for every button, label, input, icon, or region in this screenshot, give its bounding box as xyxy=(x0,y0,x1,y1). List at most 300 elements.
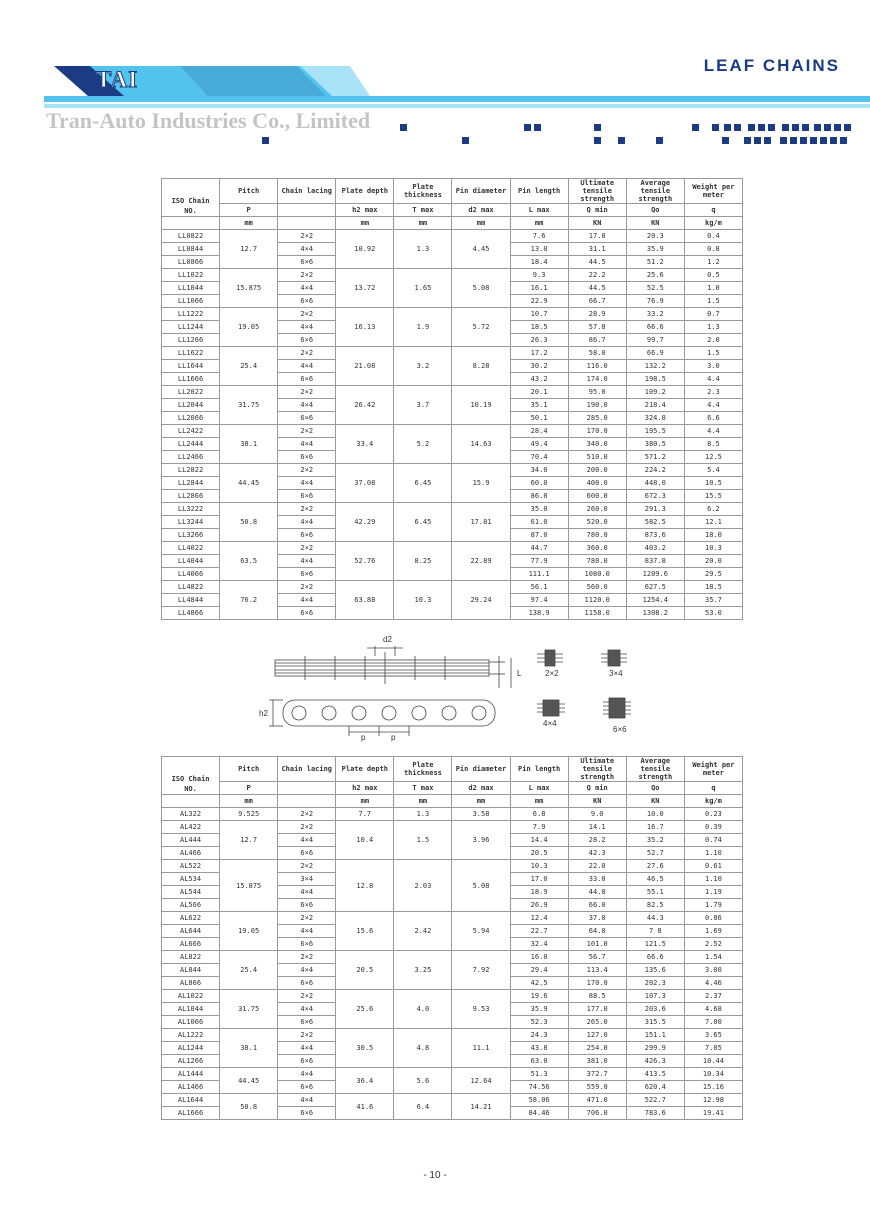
weight-value: 4.4 xyxy=(684,425,742,438)
lacing-value: 4×4 xyxy=(278,360,336,373)
table-row xyxy=(162,386,743,399)
lacing-value: 6×6 xyxy=(278,490,336,503)
weight-value: 2.52 xyxy=(684,938,742,951)
unit-cell xyxy=(278,795,336,808)
symbol-cell: Q min xyxy=(568,204,626,217)
company-name: Tran-Auto Industries Co., Limited xyxy=(46,108,371,133)
pitch-value: 50.8 xyxy=(220,503,278,542)
weight-value: 1.5 xyxy=(684,295,742,308)
ultimate-strength-value: 265.0 xyxy=(568,1016,626,1029)
lacing-value: 6×6 xyxy=(278,1016,336,1029)
header-pin: Pin diameter xyxy=(452,757,510,782)
weight-value: 10.3 xyxy=(684,542,742,555)
chain-number: LL2066 xyxy=(162,412,220,425)
average-strength-value: 291.3 xyxy=(626,503,684,516)
weight-value: 12.98 xyxy=(684,1094,742,1107)
weight-value: 1.79 xyxy=(684,899,742,912)
pin-value: 5.08 xyxy=(452,269,510,308)
ultimate-strength-value: 64.0 xyxy=(568,925,626,938)
table-row xyxy=(162,912,743,925)
pin-length-value: 35.0 xyxy=(510,503,568,516)
thick-value: 3.7 xyxy=(394,386,452,425)
label-p-1: p xyxy=(361,733,366,742)
chain-number: LL2466 xyxy=(162,451,220,464)
pin-length-value: 26.9 xyxy=(510,899,568,912)
chain-number: LL2844 xyxy=(162,477,220,490)
label-2x2: 2×2 xyxy=(545,669,559,678)
pin-length-value: 17.0 xyxy=(510,873,568,886)
pin-length-value: 32.4 xyxy=(510,938,568,951)
chain-number: AL1044 xyxy=(162,1003,220,1016)
symbol-cell: q xyxy=(684,782,742,795)
pin-length-value: 42.5 xyxy=(510,977,568,990)
pin-length-value: 7.9 xyxy=(510,821,568,834)
al-leaf-chain-table xyxy=(161,756,743,1120)
lacing-value: 4×4 xyxy=(278,964,336,977)
pin-length-value: 17.2 xyxy=(510,347,568,360)
unit-cell: mm xyxy=(510,795,568,808)
average-strength-value: 783.6 xyxy=(626,1107,684,1120)
ultimate-strength-value: 17.8 xyxy=(568,230,626,243)
thick-value: 6.45 xyxy=(394,464,452,503)
unit-cell: KN xyxy=(626,217,684,230)
lacing-value: 2×2 xyxy=(278,860,336,873)
chain-number: AL1244 xyxy=(162,1042,220,1055)
unit-cell xyxy=(162,217,220,230)
ultimate-strength-value: 1158.0 xyxy=(568,607,626,620)
header-avg: Average tensile strength xyxy=(626,179,684,204)
lacing-value: 2×2 xyxy=(278,581,336,594)
header-depth: Plate depth xyxy=(336,757,394,782)
pin-length-value: 61.0 xyxy=(510,516,568,529)
chain-number: LL1022 xyxy=(162,269,220,282)
symbol-cell: h2 max xyxy=(336,204,394,217)
pitch-value: 76.2 xyxy=(220,581,278,620)
average-strength-value: 7 8 xyxy=(626,925,684,938)
weight-value: 1.19 xyxy=(684,886,742,899)
ultimate-strength-value: 28.9 xyxy=(568,308,626,321)
symbol-cell: Q min xyxy=(568,782,626,795)
chain-number: LL1622 xyxy=(162,347,220,360)
pin-value: 14.21 xyxy=(452,1094,510,1120)
chain-number: AL444 xyxy=(162,834,220,847)
lacing-value: 4×4 xyxy=(278,594,336,607)
unit-cell: mm xyxy=(220,217,278,230)
lacing-value: 2×2 xyxy=(278,347,336,360)
weight-value: 4.46 xyxy=(684,977,742,990)
header-weight: Weight per meter xyxy=(684,757,742,782)
unit-cell: mm xyxy=(336,795,394,808)
ultimate-strength-value: 400.0 xyxy=(568,477,626,490)
depth-value: 10.4 xyxy=(336,821,394,860)
pitch-value: 44.45 xyxy=(220,464,278,503)
pin-value: 14.63 xyxy=(452,425,510,464)
lacing-value: 4×4 xyxy=(278,1042,336,1055)
weight-value: 2.3 xyxy=(684,386,742,399)
lacing-value: 6×6 xyxy=(278,607,336,620)
weight-value: 18.5 xyxy=(684,581,742,594)
average-strength-value: 35.9 xyxy=(626,243,684,256)
lacing-value: 4×4 xyxy=(278,834,336,847)
pitch-value: 31.75 xyxy=(220,386,278,425)
pin-length-value: 56.1 xyxy=(510,581,568,594)
weight-value: 4.4 xyxy=(684,373,742,386)
lacing-value: 2×2 xyxy=(278,951,336,964)
table-row xyxy=(162,347,743,360)
symbol-cell: P xyxy=(220,204,278,217)
lacing-value: 2×2 xyxy=(278,464,336,477)
pin-value: 3.58 xyxy=(452,808,510,821)
ultimate-strength-value: 101.0 xyxy=(568,938,626,951)
pitch-value: 31.75 xyxy=(220,990,278,1029)
lacing-value: 6×6 xyxy=(278,1055,336,1068)
ultimate-strength-value: 372.7 xyxy=(568,1068,626,1081)
thick-value: 4.8 xyxy=(394,1029,452,1068)
ultimate-strength-value: 559.0 xyxy=(568,1081,626,1094)
weight-value: 0.61 xyxy=(684,860,742,873)
ultimate-strength-value: 285.0 xyxy=(568,412,626,425)
weight-value: 7.00 xyxy=(684,1016,742,1029)
symbol-cell: h2 max xyxy=(336,782,394,795)
pin-value: 3.96 xyxy=(452,821,510,860)
average-strength-value: 195.5 xyxy=(626,425,684,438)
pin-length-value: 43.8 xyxy=(510,1042,568,1055)
lacing-value: 6×6 xyxy=(278,938,336,951)
pin-value: 8.28 xyxy=(452,347,510,386)
weight-value: 8.5 xyxy=(684,438,742,451)
average-strength-value: 198.5 xyxy=(626,373,684,386)
header-thick: Plate thickness xyxy=(394,757,452,782)
depth-value: 33.4 xyxy=(336,425,394,464)
lacing-value: 2×2 xyxy=(278,503,336,516)
average-strength-value: 448.0 xyxy=(626,477,684,490)
chain-number: AL1066 xyxy=(162,1016,220,1029)
average-strength-value: 132.2 xyxy=(626,360,684,373)
pin-length-value: 35.1 xyxy=(510,399,568,412)
pin-length-value: 35.9 xyxy=(510,1003,568,1016)
depth-value: 20.5 xyxy=(336,951,394,990)
pin-length-value: 12.4 xyxy=(510,912,568,925)
chain-number: LL1244 xyxy=(162,321,220,334)
pin-length-value: 84.46 xyxy=(510,1107,568,1120)
thick-value: 1.9 xyxy=(394,308,452,347)
average-strength-value: 52.7 xyxy=(626,847,684,860)
weight-value: 0.74 xyxy=(684,834,742,847)
pin-value: 12.64 xyxy=(452,1068,510,1094)
depth-value: 63.88 xyxy=(336,581,394,620)
ultimate-strength-value: 66.0 xyxy=(568,899,626,912)
weight-value: 6.6 xyxy=(684,412,742,425)
pin-length-value: 77.9 xyxy=(510,555,568,568)
ultimate-strength-value: 116.0 xyxy=(568,360,626,373)
chain-number: AL1666 xyxy=(162,1107,220,1120)
ultimate-strength-value: 170.0 xyxy=(568,977,626,990)
ultimate-strength-value: 780.0 xyxy=(568,555,626,568)
ultimate-strength-value: 381.0 xyxy=(568,1055,626,1068)
average-strength-value: 522.7 xyxy=(626,1094,684,1107)
weight-value: 4.4 xyxy=(684,399,742,412)
average-strength-value: 1254.4 xyxy=(626,594,684,607)
unit-cell: kg/m xyxy=(684,217,742,230)
pitch-value: 15.875 xyxy=(220,860,278,912)
average-strength-value: 299.9 xyxy=(626,1042,684,1055)
header-iso: ISO Chain NO. xyxy=(162,757,220,795)
header-depth: Plate depth xyxy=(336,179,394,204)
average-strength-value: 620.4 xyxy=(626,1081,684,1094)
company-logo: TAI xyxy=(96,67,139,92)
unit-cell: mm xyxy=(220,795,278,808)
pin-length-value: 16.0 xyxy=(510,951,568,964)
weight-value: 19.41 xyxy=(684,1107,742,1120)
ultimate-strength-value: 56.7 xyxy=(568,951,626,964)
lacing-value: 4×4 xyxy=(278,1003,336,1016)
chain-number: AL534 xyxy=(162,873,220,886)
symbol-cell: L max xyxy=(510,782,568,795)
pin-length-value: 30.2 xyxy=(510,360,568,373)
chain-number: AL844 xyxy=(162,964,220,977)
weight-value: 7.05 xyxy=(684,1042,742,1055)
pin-length-value: 22.7 xyxy=(510,925,568,938)
weight-value: 20.0 xyxy=(684,555,742,568)
average-strength-value: 66.6 xyxy=(626,321,684,334)
label-4x4: 4×4 xyxy=(543,719,557,728)
weight-value: 0.8 xyxy=(684,243,742,256)
lacing-value: 2×2 xyxy=(278,990,336,1003)
pin-length-value: 10.7 xyxy=(510,308,568,321)
pin-value: 9.53 xyxy=(452,990,510,1029)
chain-number: LL1644 xyxy=(162,360,220,373)
pin-value: 11.1 xyxy=(452,1029,510,1068)
thick-value: 1.3 xyxy=(394,230,452,269)
chain-number: LL3222 xyxy=(162,503,220,516)
lacing-value: 6×6 xyxy=(278,295,336,308)
lacing-value: 6×6 xyxy=(278,256,336,269)
lacing-value: 2×2 xyxy=(278,808,336,821)
pin-length-value: 20.5 xyxy=(510,847,568,860)
ultimate-strength-value: 254.0 xyxy=(568,1042,626,1055)
average-strength-value: 35.2 xyxy=(626,834,684,847)
lacing-value: 6×6 xyxy=(278,899,336,912)
ultimate-strength-value: 177.0 xyxy=(568,1003,626,1016)
lacing-value: 2×2 xyxy=(278,230,336,243)
chain-number: AL822 xyxy=(162,951,220,964)
ultimate-strength-value: 510.0 xyxy=(568,451,626,464)
header-length: Pin length xyxy=(510,179,568,204)
table-row xyxy=(162,230,743,243)
weight-value: 10.5 xyxy=(684,477,742,490)
average-strength-value: 203.6 xyxy=(626,1003,684,1016)
pitch-value: 12.7 xyxy=(220,230,278,269)
weight-value: 4.68 xyxy=(684,1003,742,1016)
ultimate-strength-value: 37.0 xyxy=(568,912,626,925)
header-weight: Weight per meter xyxy=(684,179,742,204)
pin-value: 5.72 xyxy=(452,308,510,347)
weight-value: 3.00 xyxy=(684,964,742,977)
unit-cell: mm xyxy=(336,217,394,230)
average-strength-value: 99.7 xyxy=(626,334,684,347)
average-strength-value: 151.1 xyxy=(626,1029,684,1042)
chain-number: AL322 xyxy=(162,808,220,821)
lacing-value: 4×4 xyxy=(278,438,336,451)
pitch-value: 38.1 xyxy=(220,425,278,464)
depth-value: 13.72 xyxy=(336,269,394,308)
average-strength-value: 33.2 xyxy=(626,308,684,321)
pin-length-value: 49.4 xyxy=(510,438,568,451)
chain-number: LL1044 xyxy=(162,282,220,295)
lacing-value: 4×4 xyxy=(278,886,336,899)
pitch-value: 15.875 xyxy=(220,269,278,308)
pin-value: 22.89 xyxy=(452,542,510,581)
average-strength-value: 426.3 xyxy=(626,1055,684,1068)
ll-leaf-chain-table xyxy=(161,178,743,620)
ultimate-strength-value: 200.0 xyxy=(568,464,626,477)
depth-value: 12.8 xyxy=(336,860,394,912)
average-strength-value: 315.5 xyxy=(626,1016,684,1029)
unit-cell: KN xyxy=(568,795,626,808)
ultimate-strength-value: 86.7 xyxy=(568,334,626,347)
header-lacing: Chain lacing xyxy=(278,757,336,782)
average-strength-value: 380.5 xyxy=(626,438,684,451)
pin-length-value: 50.1 xyxy=(510,412,568,425)
header-pitch: Pitch xyxy=(220,179,278,204)
label-h2: h2 xyxy=(259,709,268,718)
pin-length-value: 13.0 xyxy=(510,243,568,256)
unit-cell: mm xyxy=(394,217,452,230)
lacing-value: 4×4 xyxy=(278,243,336,256)
ultimate-strength-value: 780.0 xyxy=(568,529,626,542)
pin-length-value: 18.5 xyxy=(510,321,568,334)
chain-number: LL0822 xyxy=(162,230,220,243)
symbol-cell: T max xyxy=(394,204,452,217)
label-p-2: p xyxy=(391,733,396,742)
lacing-value: 4×4 xyxy=(278,555,336,568)
chain-number: LL0866 xyxy=(162,256,220,269)
lacing-value: 6×6 xyxy=(278,529,336,542)
thick-value: 3.2 xyxy=(394,347,452,386)
pitch-value: 63.5 xyxy=(220,542,278,581)
chain-number: AL1466 xyxy=(162,1081,220,1094)
ultimate-strength-value: 88.5 xyxy=(568,990,626,1003)
chain-number: AL1266 xyxy=(162,1055,220,1068)
header-pin: Pin diameter xyxy=(452,179,510,204)
ultimate-strength-value: 66.7 xyxy=(568,295,626,308)
document-title: LEAF CHAINS xyxy=(703,56,840,75)
weight-value: 12.1 xyxy=(684,516,742,529)
average-strength-value: 52.5 xyxy=(626,282,684,295)
thick-value: 1.5 xyxy=(394,821,452,860)
pin-length-value: 6.8 xyxy=(510,808,568,821)
page-number: - 10 - xyxy=(423,1170,447,1181)
ultimate-strength-value: 1120.0 xyxy=(568,594,626,607)
ultimate-strength-value: 22.2 xyxy=(568,269,626,282)
ultimate-strength-value: 174.0 xyxy=(568,373,626,386)
table-row xyxy=(162,503,743,516)
ultimate-strength-value: 58.0 xyxy=(568,347,626,360)
table-row xyxy=(162,1068,743,1081)
chain-number: AL1022 xyxy=(162,990,220,1003)
pitch-value: 38.1 xyxy=(220,1029,278,1068)
lacing-value: 2×2 xyxy=(278,542,336,555)
chain-number: LL1666 xyxy=(162,373,220,386)
pin-value: 29.24 xyxy=(452,581,510,620)
depth-value: 52.76 xyxy=(336,542,394,581)
chain-number: LL2022 xyxy=(162,386,220,399)
symbol-cell: d2 max xyxy=(452,782,510,795)
pin-length-value: 19.6 xyxy=(510,990,568,1003)
thick-value: 1.65 xyxy=(394,269,452,308)
ultimate-strength-value: 44.5 xyxy=(568,256,626,269)
weight-value: 1.10 xyxy=(684,847,742,860)
ultimate-strength-value: 706.0 xyxy=(568,1107,626,1120)
average-strength-value: 25.6 xyxy=(626,269,684,282)
symbol-cell: T max xyxy=(394,782,452,795)
pin-length-value: 86.0 xyxy=(510,490,568,503)
ultimate-strength-value: 14.1 xyxy=(568,821,626,834)
weight-value: 2.37 xyxy=(684,990,742,1003)
lacing-value: 3×4 xyxy=(278,873,336,886)
chain-number: AL466 xyxy=(162,847,220,860)
weight-value: 18.0 xyxy=(684,529,742,542)
lacing-value: 6×6 xyxy=(278,412,336,425)
table-row xyxy=(162,425,743,438)
average-strength-value: 109.2 xyxy=(626,386,684,399)
ultimate-strength-value: 44.0 xyxy=(568,886,626,899)
pin-value: 5.94 xyxy=(452,912,510,951)
label-d2: d2 xyxy=(383,635,392,644)
thick-value: 3.25 xyxy=(394,951,452,990)
weight-value: 1.69 xyxy=(684,925,742,938)
chain-number: LL1266 xyxy=(162,334,220,347)
pitch-value: 19.05 xyxy=(220,308,278,347)
pin-length-value: 58.06 xyxy=(510,1094,568,1107)
symbol-cell: d2 max xyxy=(452,204,510,217)
chain-number: LL1222 xyxy=(162,308,220,321)
lacing-value: 6×6 xyxy=(278,334,336,347)
lacing-value: 2×2 xyxy=(278,308,336,321)
depth-value: 30.5 xyxy=(336,1029,394,1068)
chain-number: AL1222 xyxy=(162,1029,220,1042)
symbol-cell: Qo xyxy=(626,204,684,217)
weight-value: 12.5 xyxy=(684,451,742,464)
weight-value: 35.7 xyxy=(684,594,742,607)
chain-number: LL1066 xyxy=(162,295,220,308)
symbol-cell: q xyxy=(684,204,742,217)
ultimate-strength-value: 1080.0 xyxy=(568,568,626,581)
symbol-cell: P xyxy=(220,782,278,795)
pin-length-value: 51.3 xyxy=(510,1068,568,1081)
weight-value: 10.34 xyxy=(684,1068,742,1081)
symbol-cell xyxy=(278,204,336,217)
pin-length-value: 22.9 xyxy=(510,295,568,308)
pin-length-value: 24.3 xyxy=(510,1029,568,1042)
ultimate-strength-value: 42.3 xyxy=(568,847,626,860)
table-row xyxy=(162,308,743,321)
lacing-value: 6×6 xyxy=(278,1107,336,1120)
average-strength-value: 413.5 xyxy=(626,1068,684,1081)
header-pitch: Pitch xyxy=(220,757,278,782)
pin-length-value: 34.0 xyxy=(510,464,568,477)
pin-value: 5.08 xyxy=(452,860,510,912)
weight-value: 1.5 xyxy=(684,347,742,360)
chain-number: LL4044 xyxy=(162,555,220,568)
ultimate-strength-value: 190.0 xyxy=(568,399,626,412)
pin-value: 7.92 xyxy=(452,951,510,990)
average-strength-value: 672.3 xyxy=(626,490,684,503)
pin-length-value: 29.4 xyxy=(510,964,568,977)
lacing-value: 4×4 xyxy=(278,516,336,529)
chain-number: AL1444 xyxy=(162,1068,220,1081)
pitch-value: 9.525 xyxy=(220,808,278,821)
